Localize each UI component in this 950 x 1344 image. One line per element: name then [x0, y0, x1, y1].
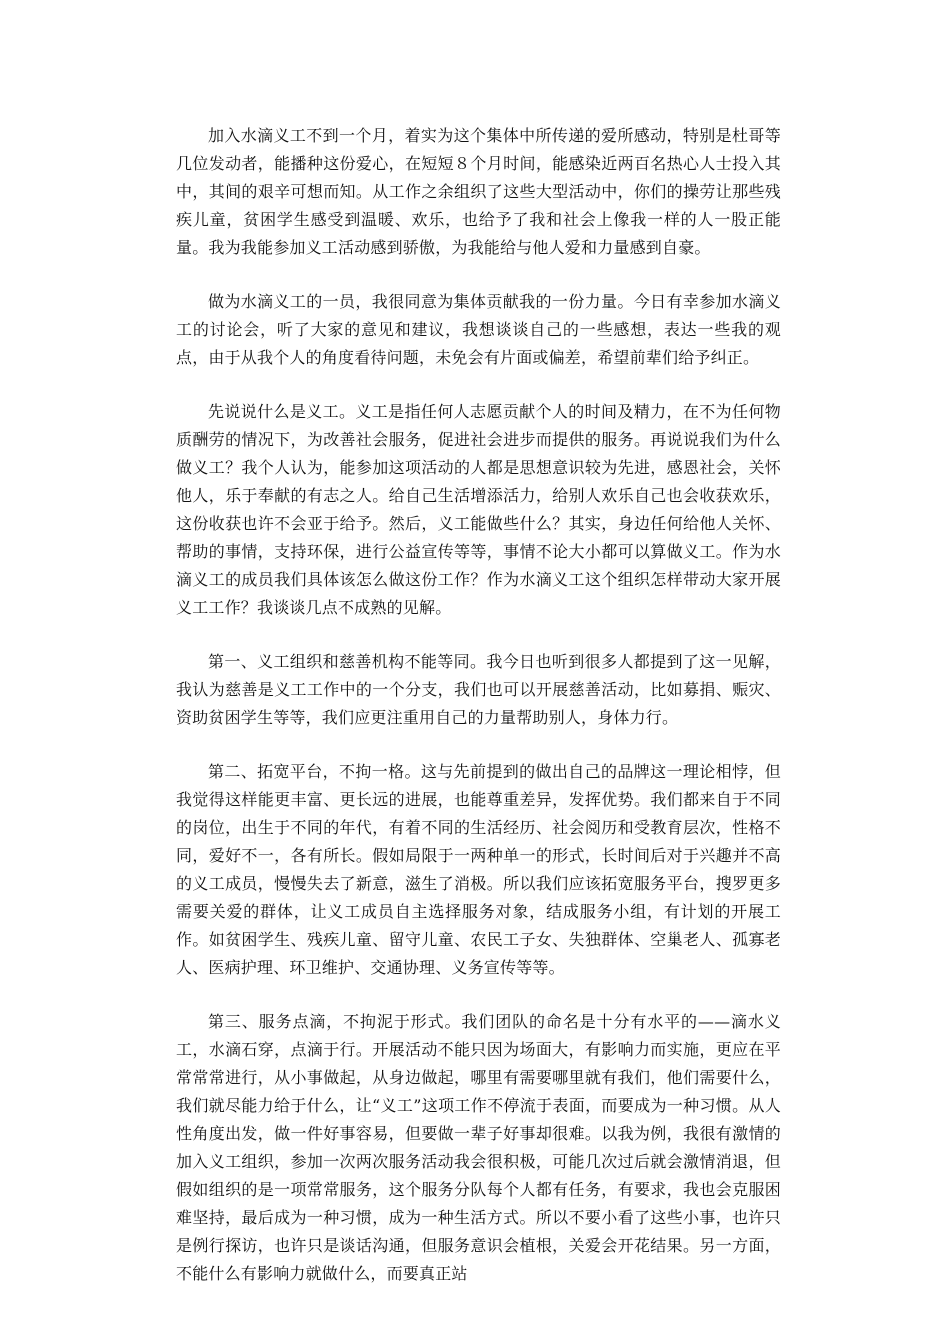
paragraph-6: 第三、服务点滴，不拘泥于形式。我们团队的命名是十分有水平的——滴水义工，水滴石穿，点滴于行。开展活动不能只因为场面大，有影响力而实施，更应在平常常常进行，从小事做起，从身边做起，哪里有需要哪里就有我们，他们需要什么，我们就尽能力给于什么，让“义工”这项工作不停流于表面，而要成为一种习惯。从人性角度出发，做一件好事容易，但要做一辈子好事却很难。以我为例，我很有激情的加入义工组织，参加一次两次服务活动我会很积极，可能几次过后就会激情消退，但假如组织的是一项常常服务，这个服务分队每个人都有任务，有要求，我也会克服困难坚持，最后成为一种习惯，成为一种生活方式。所以不要小看了这些小事，也许只是例行探访，也许只是谈话沟通，但服务意识会植根，关爱会开花结果。另一方面，不能什么有影响力就做什么，而要真正站 [176, 1012, 781, 1283]
document-body [176, 122, 781, 1314]
paragraph-4: 第一、义工组织和慈善机构不能等同。我今日也听到很多人都提到了这一见解，我认为慈善是义工工作中的一个分支，我们也可以开展慈善活动，比如募捐、赈灾、资助贫困学生等等，我们应更注重用自己的力量帮助别人，身体力行。 [176, 652, 781, 727]
paragraph-2: 做为水滴义工的一员，我很同意为集体贡献我的一份力量。今日有幸参加水滴义工的讨论会，听了大家的意见和建议，我想谈谈自己的一些感想，表达一些我的观点，由于从我个人的角度看待问题，未免会有片面或偏差，希望前辈们给予纠正。 [176, 292, 781, 367]
paragraph-5: 第二、拓宽平台，不拘一格。这与先前提到的做出自己的品牌这一理论相悖，但我觉得这样能更丰富、更长远的进展，也能尊重差异，发挥优势。我们都来自于不同的岗位，出生于不同的年代，有着不同的生活经历、社会阅历和受教育层次，性格不同，爱好不一，各有所长。假如局限于一两种单一的形式，长时间后对于兴趣并不高的义工成员，慢慢失去了新意，滋生了消极。所以我们应该拓宽服务平台，搜罗更多需要关爱的群体，让义工成员自主选择服务对象，结成服务小组，有计划的开展工作。如贫困学生、残疾儿童、留守儿童、农民工子女、失独群体、空巢老人、孤寡老人、医病护理、环卫维护、交通协理、义务宣传等等。 [176, 762, 781, 977]
paragraph-1: 加入水滴义工不到一个月，着实为这个集体中所传递的爱所感动，特别是杜哥等几位发动者，能播种这份爱心，在短短８个月时间，能感染近两百名热心人士投入其中，其间的艰辛可想而知。从工作之余组织了这些大型活动中，你们的操劳让那些残疾儿童，贫困学生感受到温暖、欢乐，也给予了我和社会上像我一样的人一股正能量。我为我能参加义工活动感到骄傲，为我能给与他人爱和力量感到自豪。 [176, 126, 781, 257]
paragraph-3: 先说说什么是义工。义工是指任何人志愿贡献个人的时间及精力，在不为任何物质酬劳的情况下，为改善社会服务，促进社会进步而提供的服务。再说说我们为什么做义工？我个人认为，能参加这项活动的人都是思想意识较为先进，感恩社会，关怀他人，乐于奉献的有志之人。给自己生活增添活力，给别人欢乐自己也会收获欢乐，这份收获也许不会亚于给予。然后，义工能做些什么？其实，身边任何给他人关怀、帮助的事情，支持环保，进行公益宣传等等，事情不论大小都可以算做义工。作为水滴义工的成员我们具体该怎么做这份工作？作为水滴义工这个组织怎样带动大家开展义工工作？我谈谈几点不成熟的见解。 [176, 402, 781, 617]
